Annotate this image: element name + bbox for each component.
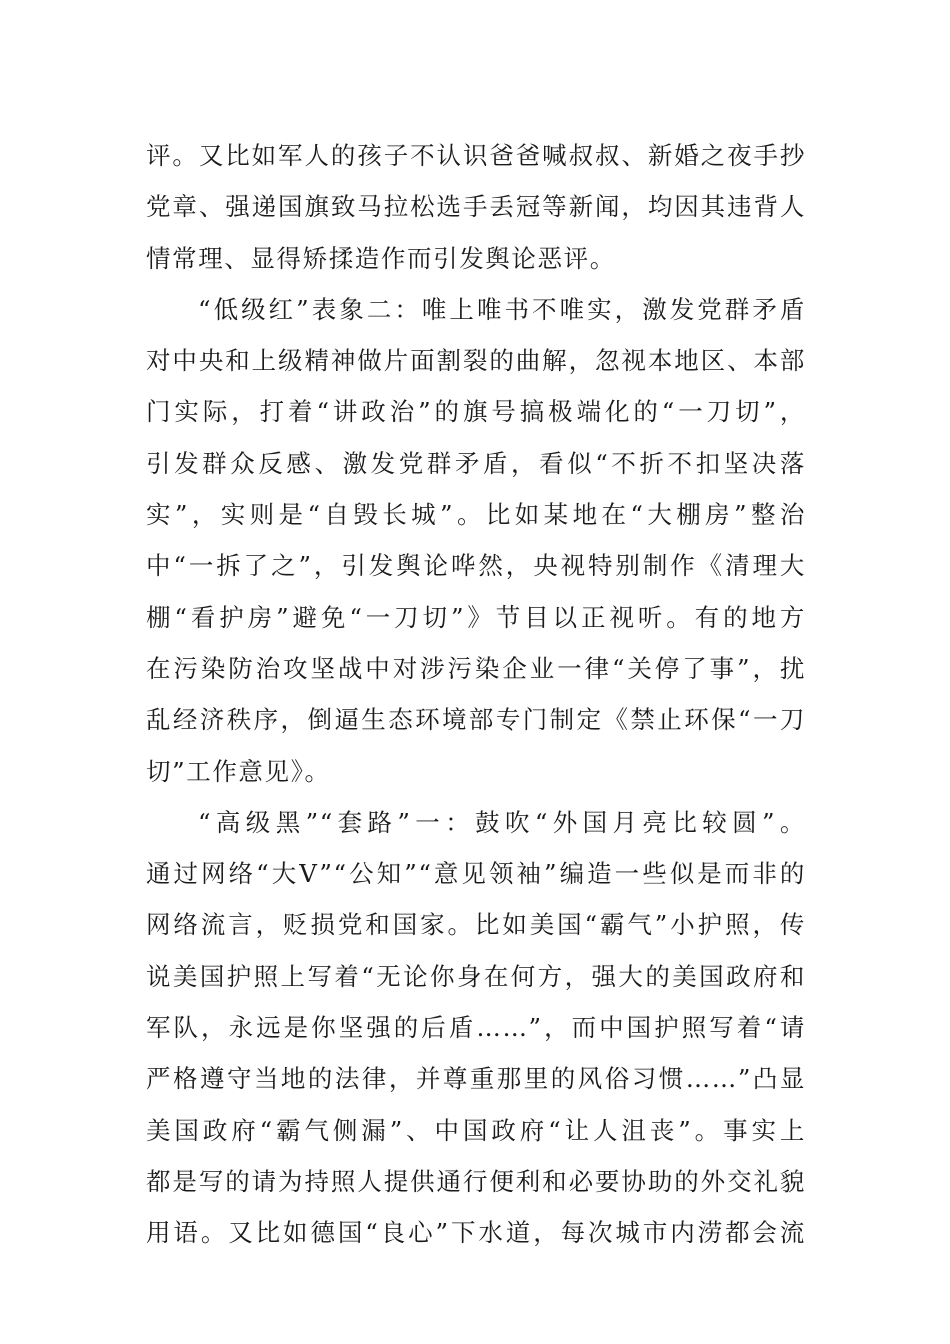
text-line: 乱经济秩序，倒逼生态环境部专门制定《禁止环保“一刀: [146, 705, 806, 735]
text-line: 在污染防治攻坚战中对涉污染企业一律“关停了事”，扰: [146, 653, 806, 683]
text-line: 用语。又比如德国“良心”下水道，每次城市内涝都会流: [146, 1218, 806, 1248]
text-line: 情常理、显得矫揉造作而引发舆论恶评。: [146, 243, 616, 273]
text-line: 中“一拆了之”，引发舆论哗然，央视特别制作《清理大: [146, 551, 806, 581]
text-line: 棚“看护房”避免“一刀切”》节目以正视听。有的地方: [146, 602, 806, 632]
text-line: 军队，永远是你坚强的后盾……”，而中国护照写着“请: [146, 1013, 806, 1043]
text-line: 都是写的请为持照人提供通行便利和必要协助的外交礼貌: [146, 1166, 806, 1196]
text-line: 党章、强递国旗致马拉松选手丢冠等新闻，均因其违背人: [146, 192, 806, 222]
text-line: 对中央和上级精神做片面割裂的曲解，忽视本地区、本部: [146, 346, 806, 376]
text-line: 实”，实则是“自毁长城”。比如某地在“大棚房”整治: [146, 500, 806, 530]
paragraph-first-line: “低级红”表象二：唯上唯书不唯实，激发党群矛盾: [198, 294, 806, 324]
text-line: 美国政府“霸气侧漏”、中国政府“让人沮丧”。事实上: [146, 1115, 806, 1145]
text-line: 评。又比如军人的孩子不认识爸爸喊叔叔、新婚之夜手抄: [146, 141, 806, 170]
text-line: 网络流言，贬损党和国家。比如美国“霸气”小护照，传: [146, 910, 806, 940]
body-text: [146, 130, 806, 1259]
text-line: 通过网络“大V”“公知”“意见领袖”编造一些似是而非的: [146, 859, 806, 889]
text-line: 说美国护照上写着“无论你身在何方，强大的美国政府和: [146, 961, 806, 991]
text-line: 引发群众反感、激发党群矛盾，看似“不折不扣坚决落: [146, 448, 806, 478]
text-line: 严格遵守当地的法律，并尊重那里的风俗习惯……”凸显: [146, 1064, 806, 1094]
text-line: 门实际，打着“讲政治”的旗号搞极端化的“一刀切”，: [146, 397, 806, 427]
paragraph-first-line: “高级黑”“套路”一：鼓吹“外国月亮比较圆”。: [198, 807, 806, 837]
text-line: 切”工作意见》。: [146, 756, 331, 786]
